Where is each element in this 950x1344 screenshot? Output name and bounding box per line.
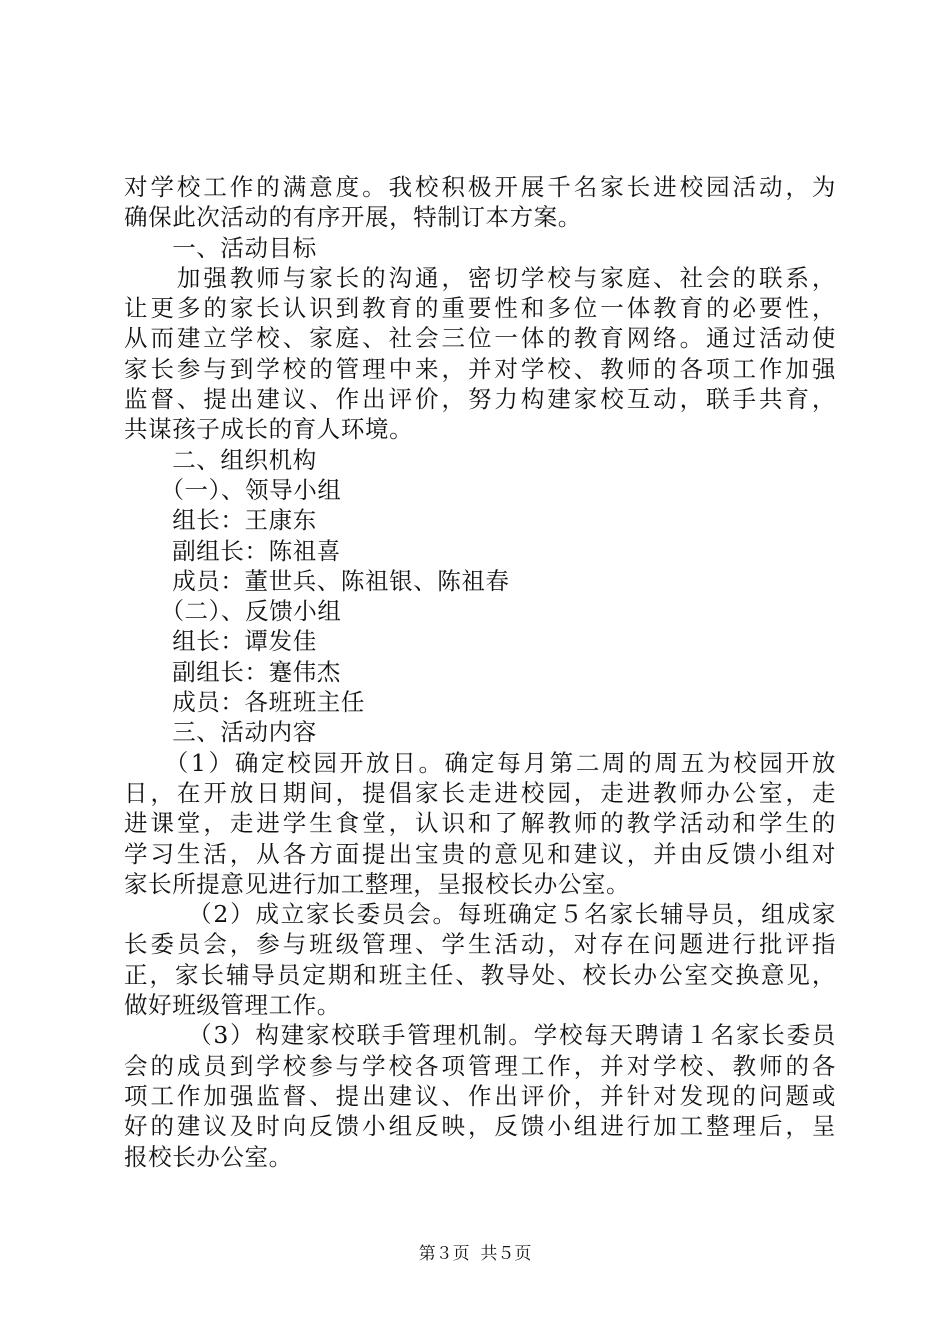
text-line: 组长：谭发佳 [124,627,317,656]
document-body [124,172,836,1172]
text-line: 正，家长辅导员定期和班主任、教导处、校长办公室交换意见， [124,960,836,989]
text-line: 长委员会，参与班级管理、学生活动，对存在问题进行批评指 [124,930,836,959]
text-line: 副组长：蹇伟杰 [124,657,341,686]
page-number: 第３页 共５页 [418,1244,532,1264]
text-line: 共谋孩子成长的育人环境。 [124,415,414,444]
text-line: 日，在开放日期间，提倡家长走进校园，走进教师办公室，走 [124,778,836,807]
text-line: （1）确定校园开放日。确定每月第二周的周五为校园开放 [124,748,836,777]
text-line: 学习生活，从各方面提出宝贵的意见和建议，并由反馈小组对 [124,839,836,868]
text-line: 让更多的家长认识到教育的重要性和多位一体教育的必要性， [124,294,836,323]
text-line: 副组长：陈祖喜 [124,536,341,565]
text-line: 加强教师与家长的沟通，密切学校与家庭、社会的联系， [124,263,836,292]
text-line: 家长参与到学校的管理中来，并对学校、教师的各项工作加强 [124,354,836,383]
text-line: 成员：各班班主任 [124,688,365,717]
subsection-heading: （二）、反馈小组 [124,597,342,626]
text-line: 进课堂，走进学生食堂，认识和了解教师的教学活动和学生的 [124,809,836,838]
text-line: （3）构建家校联手管理机制。学校每天聘请１名家长委员 [124,1021,836,1050]
text-line: 家长所提意见进行加工整理，呈报校长办公室。 [124,869,631,898]
text-line: 成员：董世兵、陈祖银、陈祖春 [124,566,510,595]
text-line: 确保此次活动的有序开展，特制订本方案。 [124,203,582,232]
text-line: 组长：王康东 [124,506,317,535]
text-line: 会的成员到学校参与学校各项管理工作，并对学校、教师的各 [124,1051,836,1080]
text-line: 监督、提出建议、作出评价，努力构建家校互动，联手共育， [124,385,836,414]
text-line: （2）成立家长委员会。每班确定５名家长辅导员，组成家 [124,900,836,929]
text-line: 好的建议及时向反馈小组反映，反馈小组进行加工整理后，呈 [124,1112,836,1141]
text-line: 从而建立学校、家庭、社会三位一体的教育网络。通过活动使 [124,324,836,353]
section-heading: 三、活动内容 [124,718,317,747]
text-line: 对学校工作的满意度。我校积极开展千名家长进校园活动，为 [124,173,836,201]
text-line: 项工作加强监督、提出建议、作出评价，并针对发现的问题或 [124,1081,836,1110]
section-heading: 二、组织机构 [124,445,317,474]
page-footer [0,1244,950,1264]
text-line: 做好班级管理工作。 [124,991,341,1020]
text-line: 报校长办公室。 [124,1142,293,1171]
subsection-heading: （一）、领导小组 [124,475,342,504]
section-heading: 一、活动目标 [124,233,317,262]
